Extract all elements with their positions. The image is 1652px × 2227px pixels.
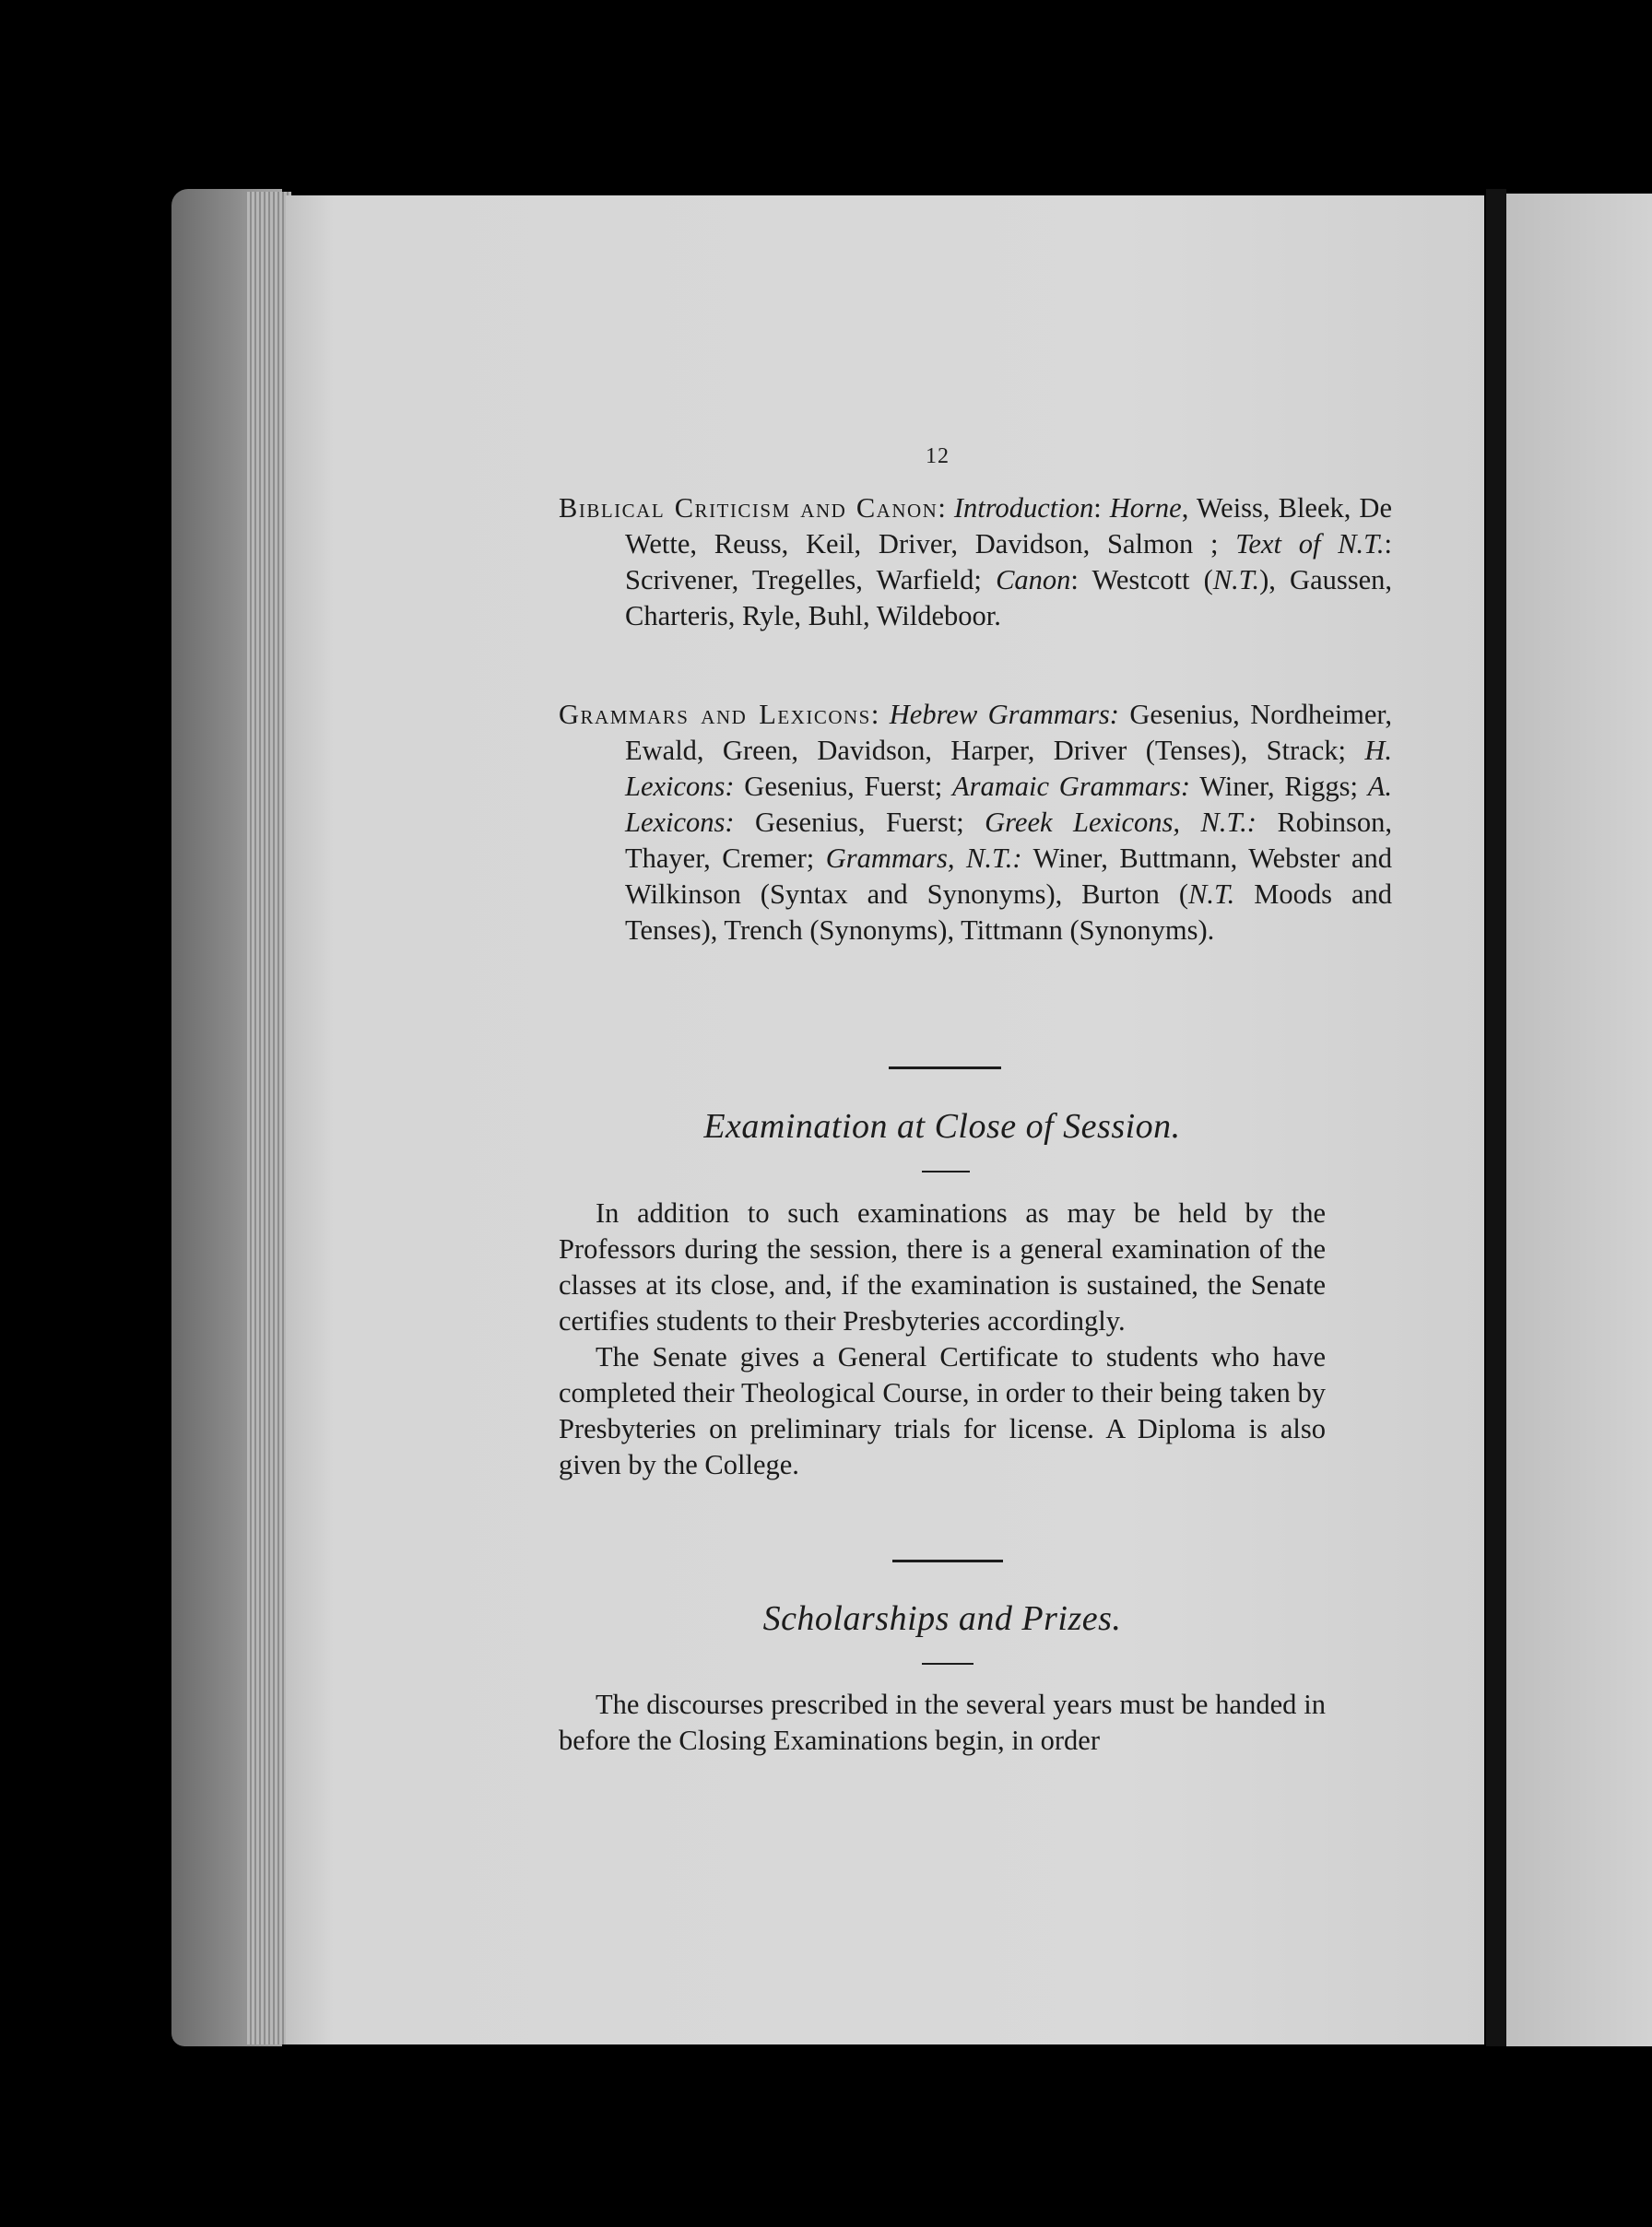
introduction-authors: , Weiss, Bleek, De Wette, Reuss, Keil, Driver, Davidson, Salmon ;	[625, 492, 1392, 560]
entry-heading-rest: and Canon	[790, 492, 938, 524]
page-stack-edge	[247, 192, 291, 2044]
facing-page	[1506, 194, 1652, 2046]
greek-lexicons-authors: Robinson, Thayer, Cremer;	[625, 807, 1392, 874]
certificate-paragraph: The Senate gives a General Certificate to students who have completed their Theological Course, in order to their being taken by Presbyteries on preliminary trials for license. A Diploma is also given by the College.	[559, 1341, 1326, 1480]
exam-section-heading: Examination at Close of Session.	[703, 1107, 1181, 1146]
biblical-criticism-entry	[559, 490, 1392, 634]
canon-authors: ), Gaussen, Charteris, Ryle, Buhl, Wildeboor.	[625, 564, 1393, 631]
nt-grammars-authors: Winer, Buttmann, Webster and Wilkinson (Syntax and Synonyms), Burton (	[625, 842, 1392, 910]
h-lexicons-authors: Gesenius, Fuerst;	[734, 771, 952, 802]
introduction-label: Introduction	[953, 492, 1094, 524]
aramaic-grammars-label: Aramaic Grammars:	[951, 771, 1191, 802]
nt-grammars-label: Grammars, N.T.:	[825, 842, 1022, 874]
exam-paragraph: In addition to such examinations as may be held by the Professors during the session, there is a general examination of the classes at its close, and, if the examination is sustained, the Senate certifies students to their Presbyteries accordingly.	[559, 1197, 1326, 1337]
section-divider	[889, 1066, 1001, 1069]
text-nt-label: Text of N.T.	[1235, 528, 1385, 560]
a-lexicons-authors: Gesenius, Fuerst;	[734, 807, 985, 838]
entry-heading: Grammars and Lexicons	[559, 699, 871, 730]
hebrew-grammars-authors: Gesenius, Nordheimer, Ewald, Green, Davidson, Harper, Driver (Tenses), Strack;	[625, 699, 1392, 766]
heading-underline	[922, 1663, 974, 1665]
page-number: 12	[926, 444, 950, 468]
canon-label: Canon	[996, 564, 1071, 595]
nt-abbrev: N.T.	[1188, 878, 1235, 910]
text-nt-authors: : Scrivener, Tregelles, Warfield;	[625, 528, 1392, 595]
grammars-lexicons-entry	[559, 697, 1392, 949]
scholarships-section-heading: Scholarships and Prizes.	[762, 1599, 1122, 1638]
entry-heading: Biblical Criticism	[559, 492, 791, 524]
scholarships-section-body	[559, 1687, 1326, 1759]
nt-grammars-authors-tail: Moods and Tenses), Trench (Synonyms), Tittmann (Synonyms).	[625, 878, 1392, 946]
heading-underline	[922, 1171, 970, 1172]
section-divider	[892, 1560, 1003, 1562]
discourses-paragraph: The discourses prescribed in the several years must be handed in before the Closing Examinations begin, in order	[559, 1689, 1326, 1756]
canon-sep: : Westcott (	[1070, 564, 1213, 595]
punctuation: :	[1093, 492, 1110, 524]
greek-lexicons-label: Greek Lexicons, N.T.:	[985, 807, 1257, 838]
book-gutter	[1486, 189, 1506, 2046]
h-lexicons-label: H. Lexicons:	[625, 735, 1392, 802]
nt-abbrev: N.T.	[1212, 564, 1260, 595]
a-lexicons-label: A. Lexicons:	[625, 771, 1392, 838]
exam-section-body	[559, 1196, 1326, 1483]
hebrew-grammars-label: Hebrew Grammars:	[889, 699, 1119, 730]
aramaic-grammars-authors: Winer, Riggs;	[1190, 771, 1368, 802]
author-horne: Horne	[1109, 492, 1182, 524]
punctuation: :	[870, 699, 890, 730]
punctuation: :	[938, 492, 954, 524]
